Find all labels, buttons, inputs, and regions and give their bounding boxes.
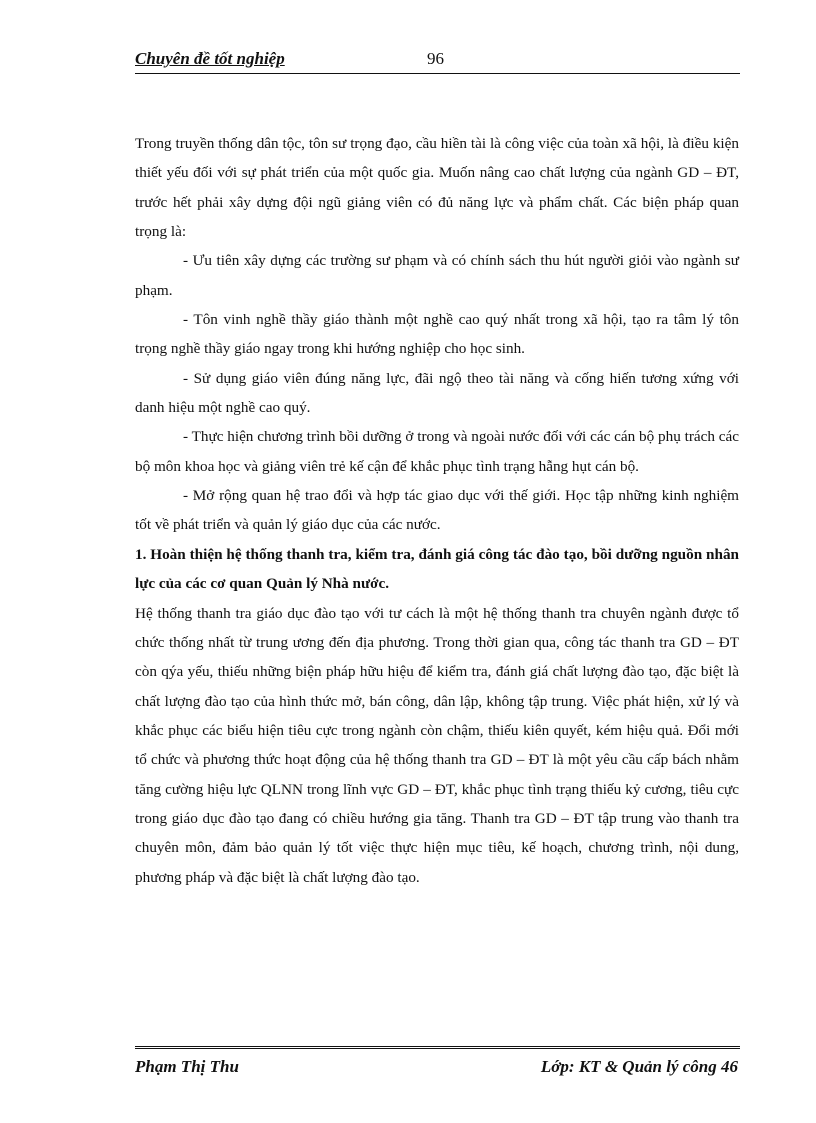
list-item: - Tôn vinh nghề thầy giáo thành một nghề cao quý nhất trong xã hội, tạo ra tâm lý tôn trọng nghề thầy giáo ngay trong khi hướng nghiệp cho học sinh. [135,311,739,358]
list-item: - Sử dụng giáo viên đúng năng lực, đãi ngộ theo tài năng và cống hiến tương xứng với danh hiệu một nghề cao quý. [135,369,739,417]
section-heading: 1. Hoàn thiện hệ thống thanh tra, kiểm tra, đánh giá công tác đào tạo, bồi dưỡng nguồn nhân lực của các cơ quan Quản lý Nhà nước. [135,545,739,593]
page-header [135,47,740,74]
section-paragraph: Hệ thống thanh tra giáo dục đào tạo với tư cách là một hệ thống thanh tra chuyên ngành được tổ chức thống nhất từ trung ương đến địa phương. Trong thời gian qua, công tác thanh tra GD – ĐT còn qýa yếu, thiếu những biện pháp hữu hiệu để kiểm tra, đánh giá chất lượng đào tạo, đặc biệt là chất lượng đào tạo của hình thức mở, bán công, dân lập, không tập trung. Việc phát hiện, xử lý và khắc phục các biểu hiện tiêu cực trong ngành còn chậm, thiếu kiên quyết, kém hiệu quả. Đổi mới tổ chức và phương thức hoạt động của hệ thống thanh tra GD – ĐT là một yêu cầu cấp bách nhằm tăng cường hiệu lực QLNN trong lĩnh vực GD – ĐT, khắc phục tình trạng thiếu kỷ cương, tiêu cực trong giáo dục đào tạo đang có chiều hướng gia tăng. Thanh tra GD – ĐT tập trung vào thanh tra chuyên môn, đảm bảo quản lý tốt việc thực hiện mục tiêu, kế hoạch, chương trình, nội dung, phương pháp và đặc biệt là chất lượng đào tạo. [135,604,739,886]
list-item: - Mở rộng quan hệ trao đổi và hợp tác giao dục với thế giới. Học tập những kinh nghiệm tốt về phát triển và quản lý giáo dục của các nước. [135,487,739,534]
intro-paragraph: Trong truyền thống dân tộc, tôn sư trọng đạo, cầu hiền tài là công việc của toàn xã hội, là điều kiện thiết yếu đối với sự phát triển của một quốc gia. Muốn nâng cao chất lượng của ngành GD – ĐT, trước hết phải xây dựng đội ngũ giảng viên có đủ năng lực và phẩm chất. Các biện pháp quan trọng là: [135,135,739,241]
page-footer [135,1046,740,1076]
author-name: Phạm Thị Thu [135,1057,239,1076]
class-label: Lớp: KT & Quản lý công 46 [540,1057,738,1076]
list-item: - Ưu tiên xây dựng các trường sư phạm và có chính sách thu hút người giỏi vào ngành sư phạm. [135,252,739,299]
page-number: 96 [427,49,444,68]
list-item: - Thực hiện chương trình bồi dưỡng ở trong và ngoài nước đối với các cán bộ phụ trách các bộ môn khoa học và giảng viên trẻ kế cận để khắc phục tình trạng hẫng hụt cán bộ. [135,428,739,475]
document-title: Chuyên đề tốt nghiệp [135,49,285,68]
document-body [135,129,739,892]
